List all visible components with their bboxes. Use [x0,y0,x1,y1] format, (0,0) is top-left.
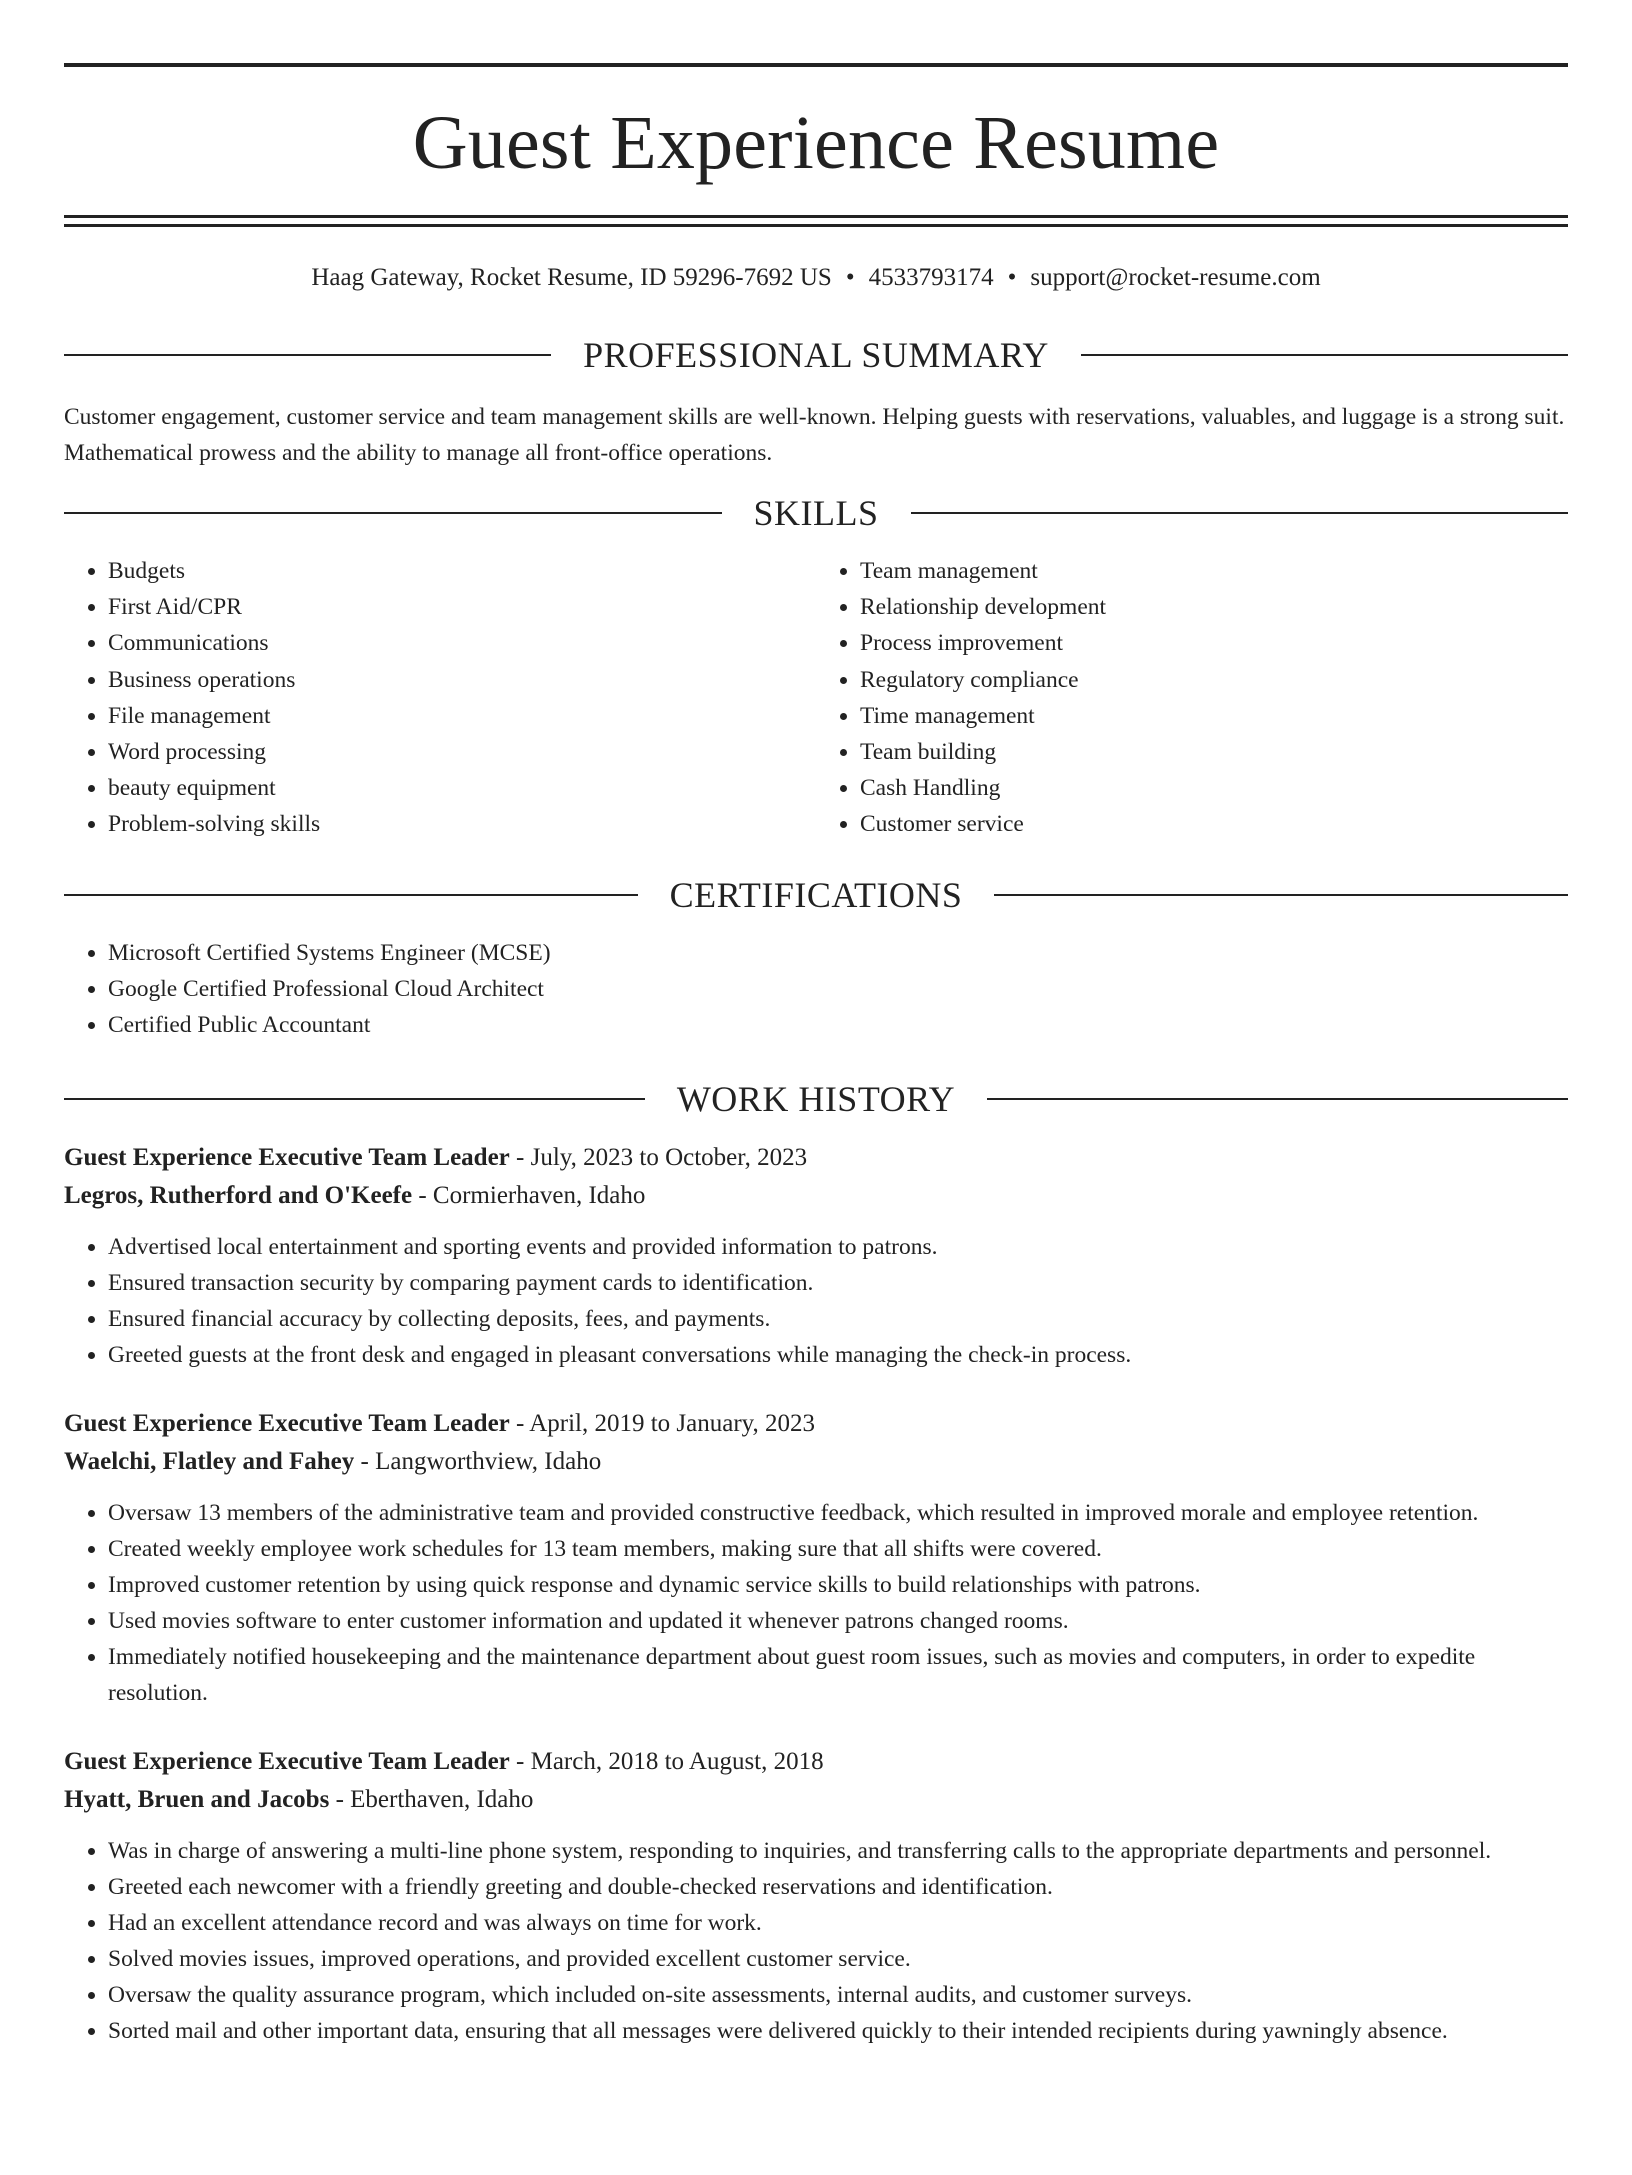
job-title-line [64,1139,1568,1177]
section-heading-work [64,1078,1568,1119]
heading-rule-left [64,512,722,514]
heading-rule-right [911,512,1569,514]
job-bullet: • Greeted guests at the front desk and engaged in pleasant conversations while managing the check-in process. [108,1337,1568,1373]
contact-phone: 4533793174 [868,264,994,291]
skills-column-left [64,553,816,843]
skill-item: • Cash Handling [860,770,1568,806]
heading-rule-right [987,1098,1568,1100]
skill-item: • Business operations [108,662,816,698]
skills-column-right [816,553,1568,843]
top-rule [64,63,1568,67]
section-label: WORK HISTORY [676,1078,956,1119]
resume-title: Guest Experience Resume [412,101,1220,185]
job-title: Guest Experience Executive Team Leader [64,1747,510,1775]
job-dates: - July, 2023 to October, 2023 [509,1143,808,1171]
job-entry [64,1139,1568,1373]
job-dates: - April, 2019 to January, 2023 [509,1409,816,1437]
resume-page [0,63,1632,2175]
work-history-list [64,1139,1568,2049]
job-bullet: • Oversaw 13 members of the administrative team and provided constructive feedback, which resulted in improved morale and employee retention. [108,1495,1568,1531]
skill-item: • Relationship development [860,589,1568,625]
job-company-line [64,1443,1568,1481]
skill-item: • beauty equipment [108,770,816,806]
section-label: SKILLS [753,493,879,533]
skill-item: • Time management [860,698,1568,734]
contact-separator: • [1007,264,1017,291]
title-rule-upper [64,215,1568,218]
certification-item: • Certified Public Accountant [108,1007,1568,1043]
job-location: - Cormierhaven, Idaho [412,1181,646,1209]
job-bullet: • Advertised local entertainment and sporting events and provided information to patrons. [108,1229,1568,1265]
summary-text: Customer engagement, customer service and team management skills are well-known. Helping guests with reservations, valuables, and luggage is a strong suit. Mathematical prowess and the ability to manage all front-office operations. [64,404,1565,466]
skill-item: • Regulatory compliance [860,662,1568,698]
job-entry [64,1743,1568,2049]
skill-item: • Customer service [860,806,1568,842]
job-bullet: • Greeted each newcomer with a friendly greeting and double-checked reservations and identification. [108,1869,1568,1905]
job-bullet: • Ensured transaction security by comparing payment cards to identification. [108,1265,1568,1301]
skill-item: • Communications [108,625,816,661]
section-label: PROFESSIONAL SUMMARY [583,335,1049,375]
job-location: - Langworthview, Idaho [354,1447,602,1475]
section-heading-certifications [64,874,1568,915]
job-bullet: • Created weekly employee work schedules for 13 team members, making sure that all shifts were covered. [108,1531,1568,1567]
contact-address: Haag Gateway, Rocket Resume, ID 59296-7692 US [311,264,832,291]
skill-item: • Process improvement [860,625,1568,661]
heading-rule-left [64,894,638,896]
job-bullet: • Ensured financial accuracy by collecting deposits, fees, and payments. [108,1301,1568,1337]
job-company: Legros, Rutherford and O'Keefe [64,1181,413,1209]
job-company-line [64,1781,1568,1819]
job-bullet: • Oversaw the quality assurance program, which included on-site assessments, internal audits, and customer surveys. [108,1977,1568,2013]
skill-item: • Team building [860,734,1568,770]
skill-item: • Team management [860,553,1568,589]
certification-item: • Microsoft Certified Systems Engineer (MCSE) [108,935,1568,971]
title-rule-lower [64,224,1568,227]
job-entry [64,1405,1568,1711]
section-heading-skills [64,495,1568,531]
job-title: Guest Experience Executive Team Leader [64,1409,510,1437]
skill-item: • Problem-solving skills [108,806,816,842]
skill-item: • Word processing [108,734,816,770]
skill-item: • File management [108,698,816,734]
job-company-line [64,1177,1568,1215]
skill-item: • Budgets [108,553,816,589]
heading-rule-right [1081,354,1568,356]
job-bullets [64,1229,1568,1373]
job-location: - Eberthaven, Idaho [329,1785,534,1813]
heading-rule-left [64,354,551,356]
section-heading-summary [64,337,1568,373]
certification-item: • Google Certified Professional Cloud Architect [108,971,1568,1007]
job-bullets [64,1833,1568,2049]
job-company: Hyatt, Bruen and Jacobs [64,1785,330,1813]
job-bullet: • Used movies software to enter customer information and updated it whenever patrons changed rooms. [108,1603,1568,1639]
skill-item: • First Aid/CPR [108,589,816,625]
skills-list [64,553,1568,843]
job-title-line [64,1405,1568,1443]
section-label: CERTIFICATIONS [669,874,963,915]
job-dates: - March, 2018 to August, 2018 [509,1747,824,1775]
job-bullet: • Immediately notified housekeeping and the maintenance department about guest room issues, such as movies and computers, in order to expedite resolution. [108,1639,1568,1711]
job-bullet: • Solved movies issues, improved operations, and provided excellent customer service. [108,1941,1568,1977]
certifications-list [64,935,1568,1043]
job-bullets [64,1495,1568,1711]
heading-rule-right [994,894,1568,896]
job-bullet: • Sorted mail and other important data, ensuring that all messages were delivered quickly to their intended recipients during yawningly absence. [108,2013,1568,2049]
job-title-line [64,1743,1568,1781]
job-bullet: • Was in charge of answering a multi-line phone system, responding to inquiries, and transferring calls to the appropriate departments and personnel. [108,1833,1568,1869]
job-bullet: • Improved customer retention by using quick response and dynamic service skills to build relationships with patrons. [108,1567,1568,1603]
contact-line [64,263,1568,293]
job-company: Waelchi, Flatley and Fahey [64,1447,355,1475]
job-bullet: • Had an excellent attendance record and was always on time for work. [108,1905,1568,1941]
heading-rule-left [64,1098,645,1100]
contact-email: support@rocket-resume.com [1030,264,1321,291]
job-title: Guest Experience Executive Team Leader [64,1143,510,1171]
contact-separator: • [845,264,855,291]
